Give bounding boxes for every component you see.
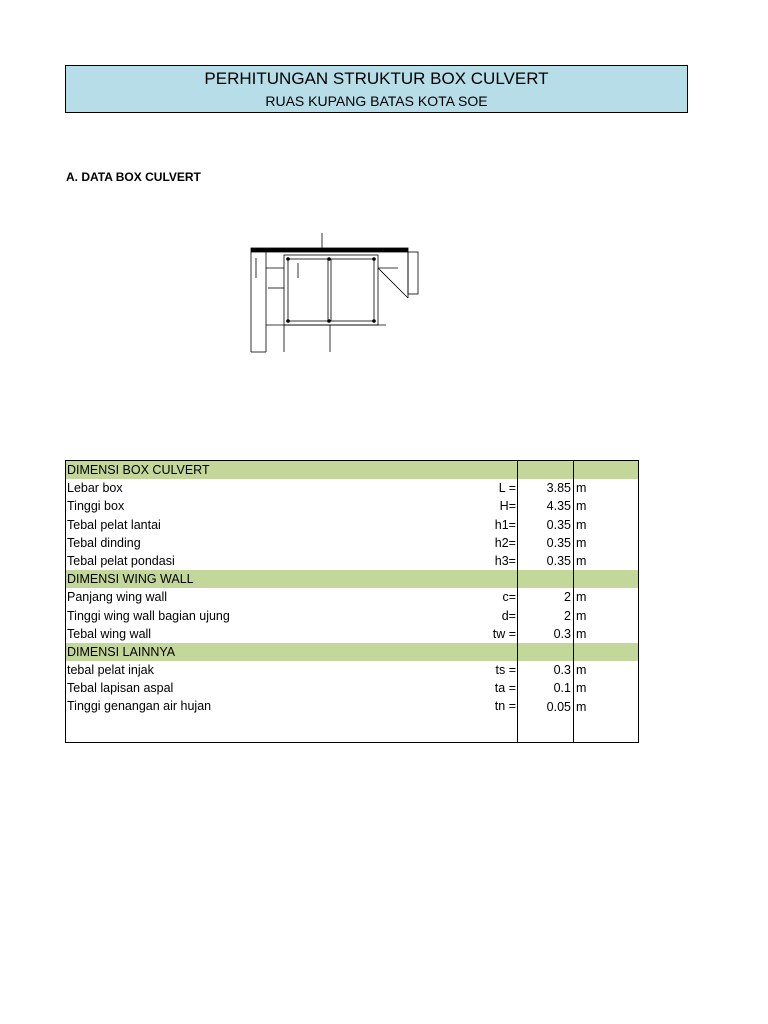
table-row bbox=[66, 661, 639, 679]
table-row bbox=[66, 588, 639, 606]
row-unit: m bbox=[574, 534, 639, 552]
row-value: 0.3 bbox=[518, 661, 574, 679]
row-unit: m bbox=[574, 588, 639, 606]
title-banner bbox=[65, 65, 688, 113]
table-row bbox=[66, 625, 639, 643]
row-unit: m bbox=[574, 552, 639, 570]
row-label: Tebal lapisan aspal bbox=[67, 681, 174, 696]
label-cell bbox=[66, 497, 518, 515]
label-cell bbox=[66, 588, 518, 606]
group-header-unit-cell bbox=[574, 643, 639, 661]
row-unit: m bbox=[574, 625, 639, 643]
row-unit: m bbox=[574, 661, 639, 679]
row-symbol: H= bbox=[499, 499, 516, 514]
row-unit: m bbox=[574, 497, 639, 515]
group-header-unit-cell bbox=[574, 570, 639, 588]
empty-cell bbox=[574, 716, 639, 743]
row-label: Tebal wing wall bbox=[67, 626, 152, 641]
table-row bbox=[66, 679, 639, 697]
group-title: DIMENSI LAINNYA bbox=[66, 643, 518, 661]
row-label: Tinggi wing wall bagian ujung bbox=[67, 608, 230, 623]
group-title: DIMENSI WING WALL bbox=[66, 570, 518, 588]
page-title: PERHITUNGAN STRUKTUR BOX CULVERT bbox=[204, 69, 549, 88]
group-header-row bbox=[66, 570, 639, 588]
row-label: Panjang wing wall bbox=[67, 590, 168, 605]
label-cell bbox=[66, 552, 518, 570]
label-cell bbox=[66, 516, 518, 534]
row-symbol: ts = bbox=[495, 663, 516, 678]
empty-cell bbox=[66, 716, 518, 743]
row-symbol: h1= bbox=[494, 517, 516, 532]
row-label: Tebal dinding bbox=[67, 535, 141, 550]
row-unit: m bbox=[574, 679, 639, 697]
row-symbol: tn = bbox=[494, 699, 516, 714]
table-row bbox=[66, 479, 639, 497]
row-value: 0.35 bbox=[518, 552, 574, 570]
row-label: Tinggi box bbox=[67, 499, 125, 514]
row-symbol: h2= bbox=[494, 535, 516, 550]
row-unit: m bbox=[574, 479, 639, 497]
label-cell bbox=[66, 534, 518, 552]
row-value: 2 bbox=[518, 607, 574, 625]
label-cell bbox=[66, 625, 518, 643]
table-row bbox=[66, 552, 639, 570]
table-row bbox=[66, 607, 639, 625]
row-label: Tinggi genangan air hujan bbox=[67, 699, 212, 714]
table-row bbox=[66, 497, 639, 515]
group-header-value-cell bbox=[518, 570, 574, 588]
row-value: 0.35 bbox=[518, 534, 574, 552]
row-symbol: h3= bbox=[494, 553, 516, 568]
label-cell bbox=[66, 697, 518, 715]
group-header-value-cell bbox=[518, 643, 574, 661]
row-unit: m bbox=[574, 516, 639, 534]
row-value: 4.35 bbox=[518, 497, 574, 515]
table-row bbox=[66, 534, 639, 552]
row-symbol: L = bbox=[498, 481, 516, 496]
row-symbol: d= bbox=[501, 608, 516, 623]
row-value: 0.1 bbox=[518, 679, 574, 697]
dimension-table bbox=[65, 460, 639, 743]
group-header-unit-cell bbox=[574, 461, 639, 480]
row-symbol: ta = bbox=[494, 681, 516, 696]
row-symbol: c= bbox=[502, 590, 516, 605]
box-culvert-diagram bbox=[248, 228, 432, 354]
table-row bbox=[66, 697, 639, 715]
row-label: tebal pelat injak bbox=[67, 663, 154, 678]
row-value: 3.85 bbox=[518, 479, 574, 497]
row-value: 0.3 bbox=[518, 625, 574, 643]
label-cell bbox=[66, 607, 518, 625]
group-header-value-cell bbox=[518, 461, 574, 480]
row-label: Lebar box bbox=[67, 481, 123, 496]
table-row bbox=[66, 516, 639, 534]
row-label: Tebal pelat lantai bbox=[67, 517, 161, 532]
row-symbol: tw = bbox=[492, 626, 516, 641]
group-title: DIMENSI BOX CULVERT bbox=[66, 461, 518, 480]
group-header-row bbox=[66, 461, 639, 480]
label-cell bbox=[66, 679, 518, 697]
empty-cell bbox=[518, 716, 574, 743]
table-padding-row bbox=[66, 716, 639, 743]
row-unit: m bbox=[574, 607, 639, 625]
section-heading: A. DATA BOX CULVERT bbox=[66, 170, 201, 184]
row-unit: m bbox=[574, 697, 639, 715]
label-cell bbox=[66, 661, 518, 679]
group-header-row bbox=[66, 643, 639, 661]
page-subtitle: RUAS KUPANG BATAS KOTA SOE bbox=[265, 93, 488, 109]
row-label: Tebal pelat pondasi bbox=[67, 553, 175, 568]
row-value: 2 bbox=[518, 588, 574, 606]
label-cell bbox=[66, 479, 518, 497]
row-value: 0.35 bbox=[518, 516, 574, 534]
row-value: 0.05 bbox=[518, 697, 574, 715]
